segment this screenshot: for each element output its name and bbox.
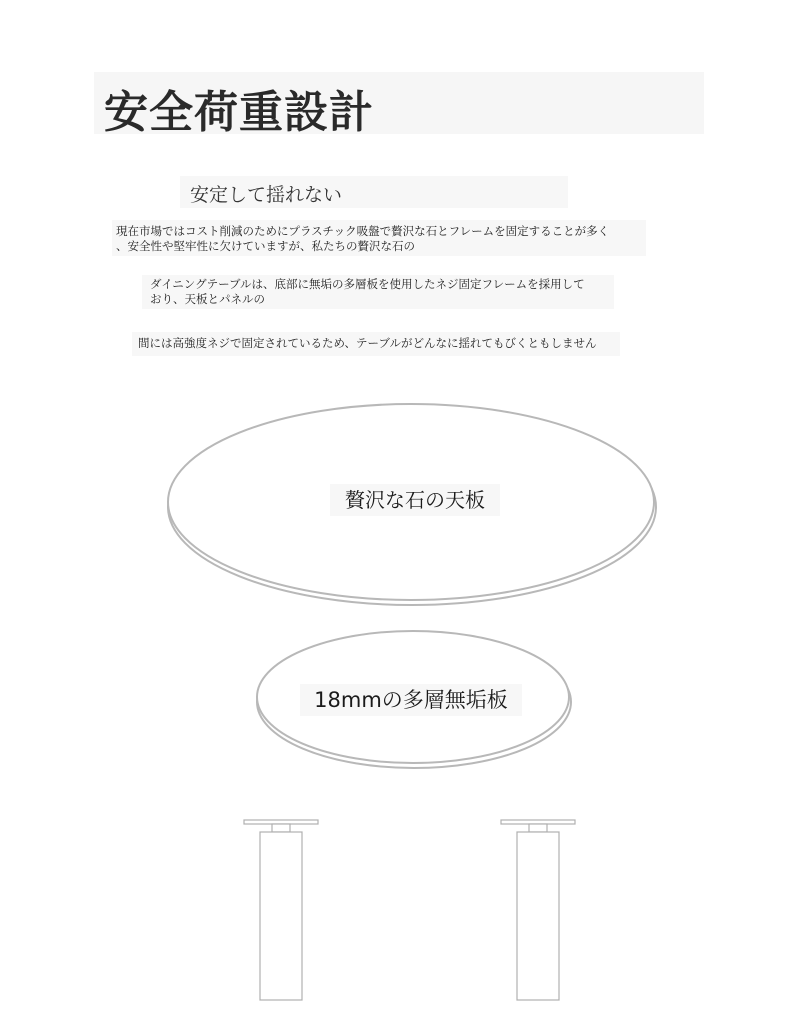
table-leg-left [244,820,318,1000]
paragraph-line: 現在市場ではコスト削減のためにプラスチック吸盤で贅沢な石とフレームを固定することが多く [116,224,610,238]
stone-top-label: 贅沢な石の天板 [330,484,500,516]
paragraph-line: ダイニングテーブルは、底部に無垢の多層板を使用したネジ固定フレームを採用して [150,277,585,291]
table-leg-right [501,820,575,1000]
paragraph-line: 間には高強度ネジで固定されているため、テーブルがどんなに揺れてもびくともしません [138,336,597,350]
paragraph-line: 、安全性や堅牢性に欠けていますが、私たちの贅沢な石の [116,239,415,253]
paragraph-line: おり、天板とパネルの [150,292,265,306]
page-subtitle: 安定して揺れない [190,184,343,206]
page-title: 安全荷重設計 [104,87,374,138]
multilayer-board-label: 18mmの多層無垢板 [300,684,522,716]
